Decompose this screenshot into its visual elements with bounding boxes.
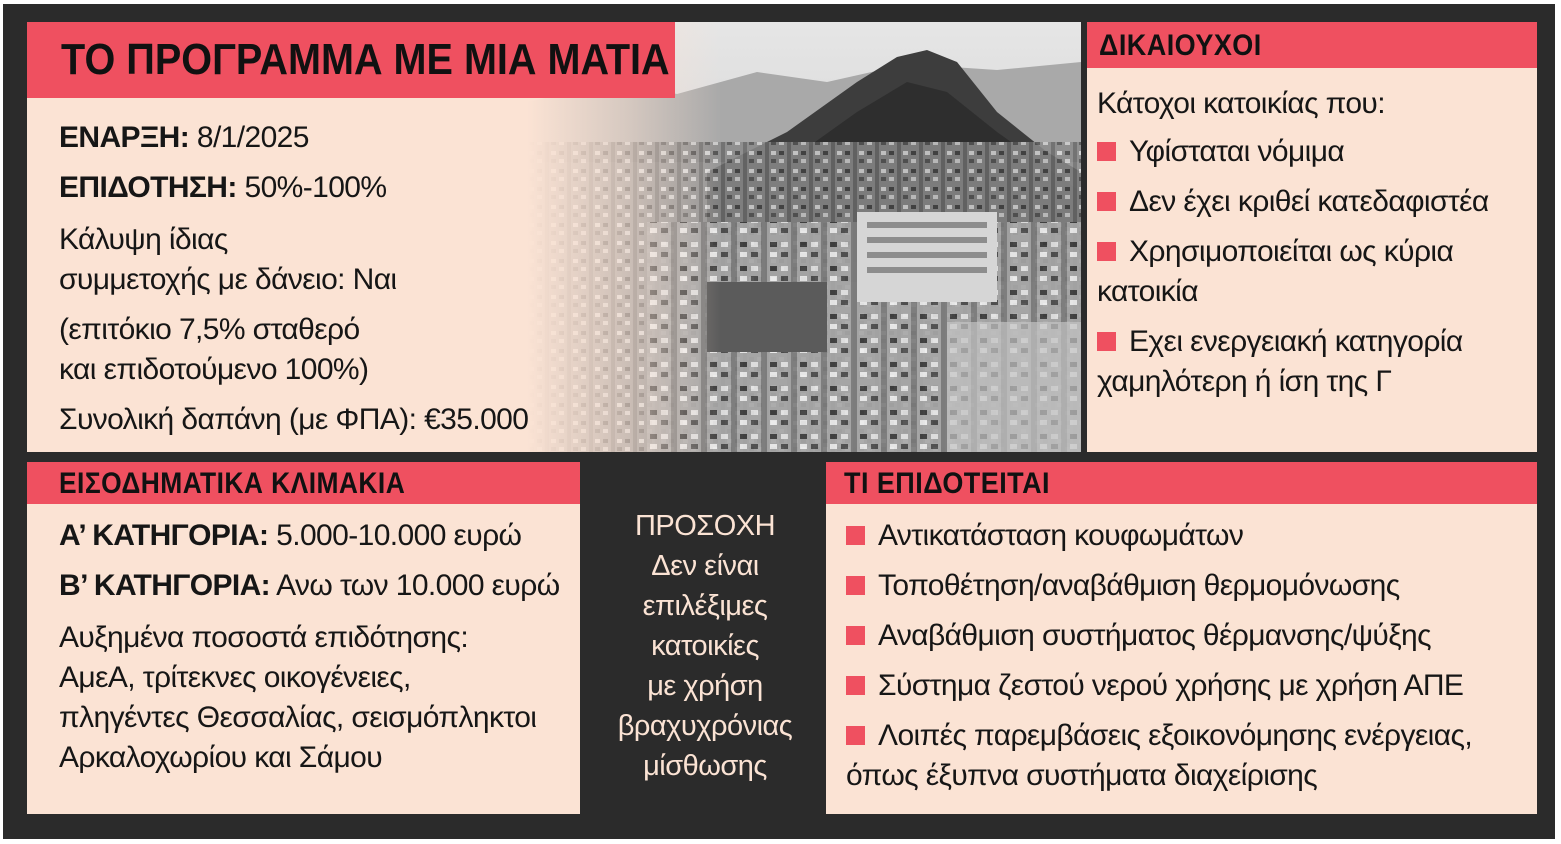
subsidized-item-text: Αντικατάσταση κουφωμάτων xyxy=(878,519,1244,552)
beneficiary-item xyxy=(1097,322,1463,362)
overview-panel xyxy=(27,22,1081,452)
bullet-square-icon xyxy=(1097,332,1116,351)
bullet-square-icon xyxy=(1097,242,1116,261)
beneficiary-item-text: Δεν έχει κριθεί κατεδαφιστέα xyxy=(1129,185,1489,218)
start-date-row xyxy=(59,118,309,158)
subsidized-item-text: Λοιπές παρεμβάσεις εξοικονόμησης ενέργειας, xyxy=(878,719,1473,752)
income-title-text: ΕΙΣΟΔΗΜΑΤΙΚΑ ΚΛΙΜΑΚΙΑ xyxy=(59,467,406,500)
category-a-row xyxy=(59,516,521,556)
beneficiary-item xyxy=(1097,132,1344,172)
subsidized-panel xyxy=(826,462,1537,814)
warning-line: επιλέξιμες xyxy=(642,590,768,622)
bullet-square-icon xyxy=(846,676,865,695)
subsidized-item-cont: όπως έξυπνα συστήματα διαχείρισης xyxy=(846,759,1318,792)
subsidized-item xyxy=(846,516,1243,556)
subsidized-item-text: Αναβάθμιση συστήματος θέρμανσης/ψύξης xyxy=(878,619,1432,652)
bullet-square-icon xyxy=(846,576,865,595)
subsidized-title xyxy=(826,462,1537,504)
start-value: 8/1/2025 xyxy=(189,121,309,154)
beneficiary-item-cont: χαμηλότερη ή ίση της Γ xyxy=(1097,365,1392,398)
warning-line: με χρήση xyxy=(647,670,763,702)
beneficiaries-title xyxy=(1087,22,1537,68)
category-a-label: Α’ ΚΑΤΗΓΟΡΙΑ: xyxy=(59,519,269,552)
warning-line: βραχυχρόνιας xyxy=(617,710,793,742)
subsidy-label: ΕΠΙΔΟΤΗΣΗ: xyxy=(59,171,237,204)
bullet-square-icon xyxy=(1097,142,1116,161)
start-label: ΕΝΑΡΞΗ: xyxy=(59,121,190,154)
total-cost: Συνολική δαπάνη (με ΦΠΑ): €35.000 xyxy=(59,403,529,436)
increased-rates-line: Αρκαλοχωρίου και Σάμου xyxy=(59,741,383,774)
beneficiary-item xyxy=(1097,232,1453,272)
subsidized-title-text: ΤΙ ΕΠΙΔΟΤΕΙΤΑΙ xyxy=(844,467,1050,500)
warning-box xyxy=(589,458,821,814)
warning-text xyxy=(589,506,821,786)
rate-line-2: και επιδοτούμενο 100%) xyxy=(59,353,369,386)
bullet-square-icon xyxy=(846,726,865,745)
beneficiary-item-cont: κατοικία xyxy=(1097,275,1198,308)
category-a-value: 5.000-10.000 ευρώ xyxy=(268,519,522,552)
warning-line: ΠΡΟΣΟΧΗ xyxy=(634,510,776,542)
beneficiaries-title-text: ΔΙΚΑΙΟΥΧΟΙ xyxy=(1099,29,1262,62)
overview-title xyxy=(27,22,675,98)
beneficiaries-panel xyxy=(1087,22,1537,452)
income-panel xyxy=(27,462,580,814)
category-b-value: Ανω των 10.000 ευρώ xyxy=(270,569,560,602)
warning-line: Δεν είναι xyxy=(651,550,759,582)
subsidized-item-text: Σύστημα ζεστού νερού χρήσης με χρήση ΑΠΕ xyxy=(878,669,1464,702)
overview-title-text: ΤΟ ΠΡΟΓΡΑΜΜΑ ΜΕ ΜΙΑ ΜΑΤΙΑ xyxy=(61,35,670,84)
subsidized-item xyxy=(846,616,1431,656)
bullet-square-icon xyxy=(1097,192,1116,211)
beneficiary-item-text: Υφίσταται νόμιμα xyxy=(1129,135,1345,168)
bullet-square-icon xyxy=(846,526,865,545)
subsidized-item xyxy=(846,716,1472,756)
beneficiary-item xyxy=(1097,182,1489,222)
increased-rates-line: ΑμεΑ, τρίτεκνες οικογένειες, xyxy=(59,661,411,694)
beneficiary-item-text: Χρησιμοποιείται ως κύρια xyxy=(1129,235,1454,268)
loan-line-1: Κάλυψη ίδιας xyxy=(59,223,228,256)
increased-rates-line: Αυξημένα ποσοστά επιδότησης: xyxy=(59,621,469,654)
category-b-label: Β’ ΚΑΤΗΓΟΡΙΑ: xyxy=(59,569,271,602)
subsidized-item-text: Τοποθέτηση/αναβάθμιση θερμομόνωσης xyxy=(878,569,1400,602)
category-b-row xyxy=(59,566,560,606)
subsidized-item xyxy=(846,566,1400,606)
subsidized-item xyxy=(846,666,1463,706)
warning-line: μίσθωσης xyxy=(643,750,767,782)
increased-rates-line: πληγέντες Θεσσαλίας, σεισμόπληκτοι xyxy=(59,701,537,734)
warning-line: κατοικίες xyxy=(651,630,759,662)
loan-line-2: συμμετοχής με δάνειο: Ναι xyxy=(59,263,397,296)
bullet-square-icon xyxy=(846,626,865,645)
subsidy-row xyxy=(59,168,386,208)
beneficiaries-intro: Κάτοχοι κατοικίας που: xyxy=(1097,87,1385,120)
subsidy-value: 50%-100% xyxy=(236,171,387,204)
income-title xyxy=(27,462,580,504)
beneficiary-item-text: Εχει ενεργειακή κατηγορία xyxy=(1129,325,1463,358)
rate-line-1: (επιτόκιο 7,5% σταθερό xyxy=(59,313,360,346)
